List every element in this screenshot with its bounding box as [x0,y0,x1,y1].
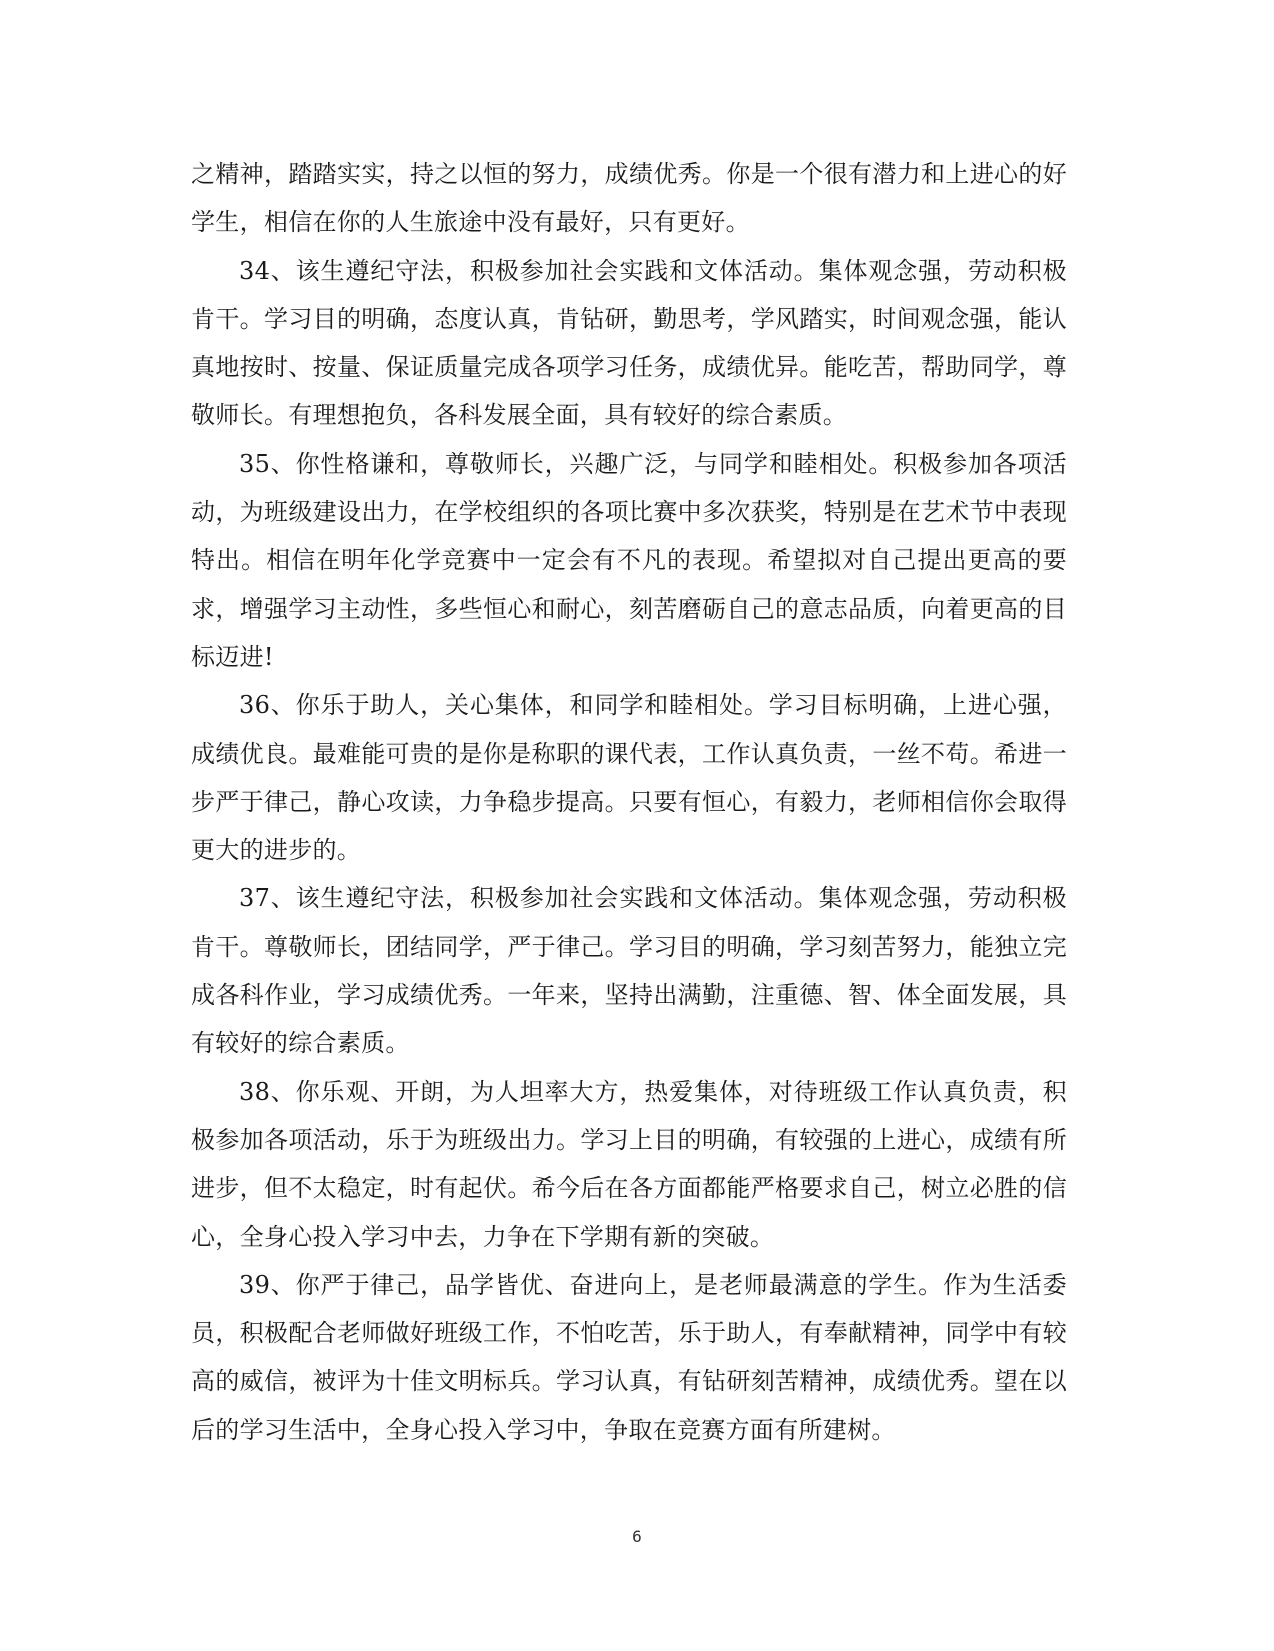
document-body [191,150,1067,1454]
paragraph-38: 38、你乐观、开朗，为人坦率大方，热爱集体，对待班级工作认真负责，积极参加各项活动，乐于为班级出力。学习上目的明确，有较强的上进心，成绩有所进步，但不太稳定，时有起伏。希今后在各方面都能严格要求自己，树立必胜的信心，全身心投入学习中去，力争在下学期有新的突破。 [191,1077,1067,1251]
paragraph-34: 34、该生遵纪守法，积极参加社会实践和文体活动。集体观念强，劳动积极肯干。学习目的明确，态度认真，肯钻研，勤思考，学风踏实，时间观念强，能认真地按时、按量、保证质量完成各项学习任务，成绩优异。能吃苦，帮助同学，尊敬师长。有理想抱负，各科发展全面，具有较好的综合素质。 [191,256,1067,430]
paragraph-36: 36、你乐于助人，关心集体，和同学和睦相处。学习目标明确，上进心强，成绩优良。最难能可贵的是你是称职的课代表，工作认真负责，一丝不苟。希进一步严于律己，静心攻读，力争稳步提高。只要有恒心，有毅力，老师相信你会取得更大的进步的。 [191,691,1067,865]
page-number: 6 [632,1527,642,1546]
paragraph-37: 37、该生遵纪守法，积极参加社会实践和文体活动。集体观念强，劳动积极肯干。尊敬师长，团结同学，严于律己。学习目的明确，学习刻苦努力，能独立完成各科作业，学习成绩优秀。一年来，坚持出满勤，注重德、智、体全面发展，具有较好的综合素质。 [191,884,1067,1058]
paragraph-35: 35、你性格谦和，尊敬师长，兴趣广泛，与同学和睦相处。积极参加各项活动，为班级建设出力，在学校组织的各项比赛中多次获奖，特别是在艺术节中表现特出。相信在明年化学竞赛中一定会有不凡的表现。希望拟对自己提出更高的要求，增强学习主动性，多些恒心和耐心，刻苦磨砺自己的意志品质，向着更高的目标迈进! [191,449,1067,671]
paragraph-39: 39、你严于律己，品学皆优、奋进向上，是老师最满意的学生。作为生活委员，积极配合老师做好班级工作，不怕吃苦，乐于助人，有奉献精神，同学中有较高的威信，被评为十佳文明标兵。学习认真，有钻研刻苦精神，成绩优秀。望在以后的学习生活中，全身心投入学习中，争取在竞赛方面有所建树。 [191,1270,1067,1444]
paragraph-continuation: 之精神，踏踏实实，持之以恒的努力，成绩优秀。你是一个很有潜力和上进心的好学生，相信在你的人生旅途中没有最好，只有更好。 [191,160,1067,237]
